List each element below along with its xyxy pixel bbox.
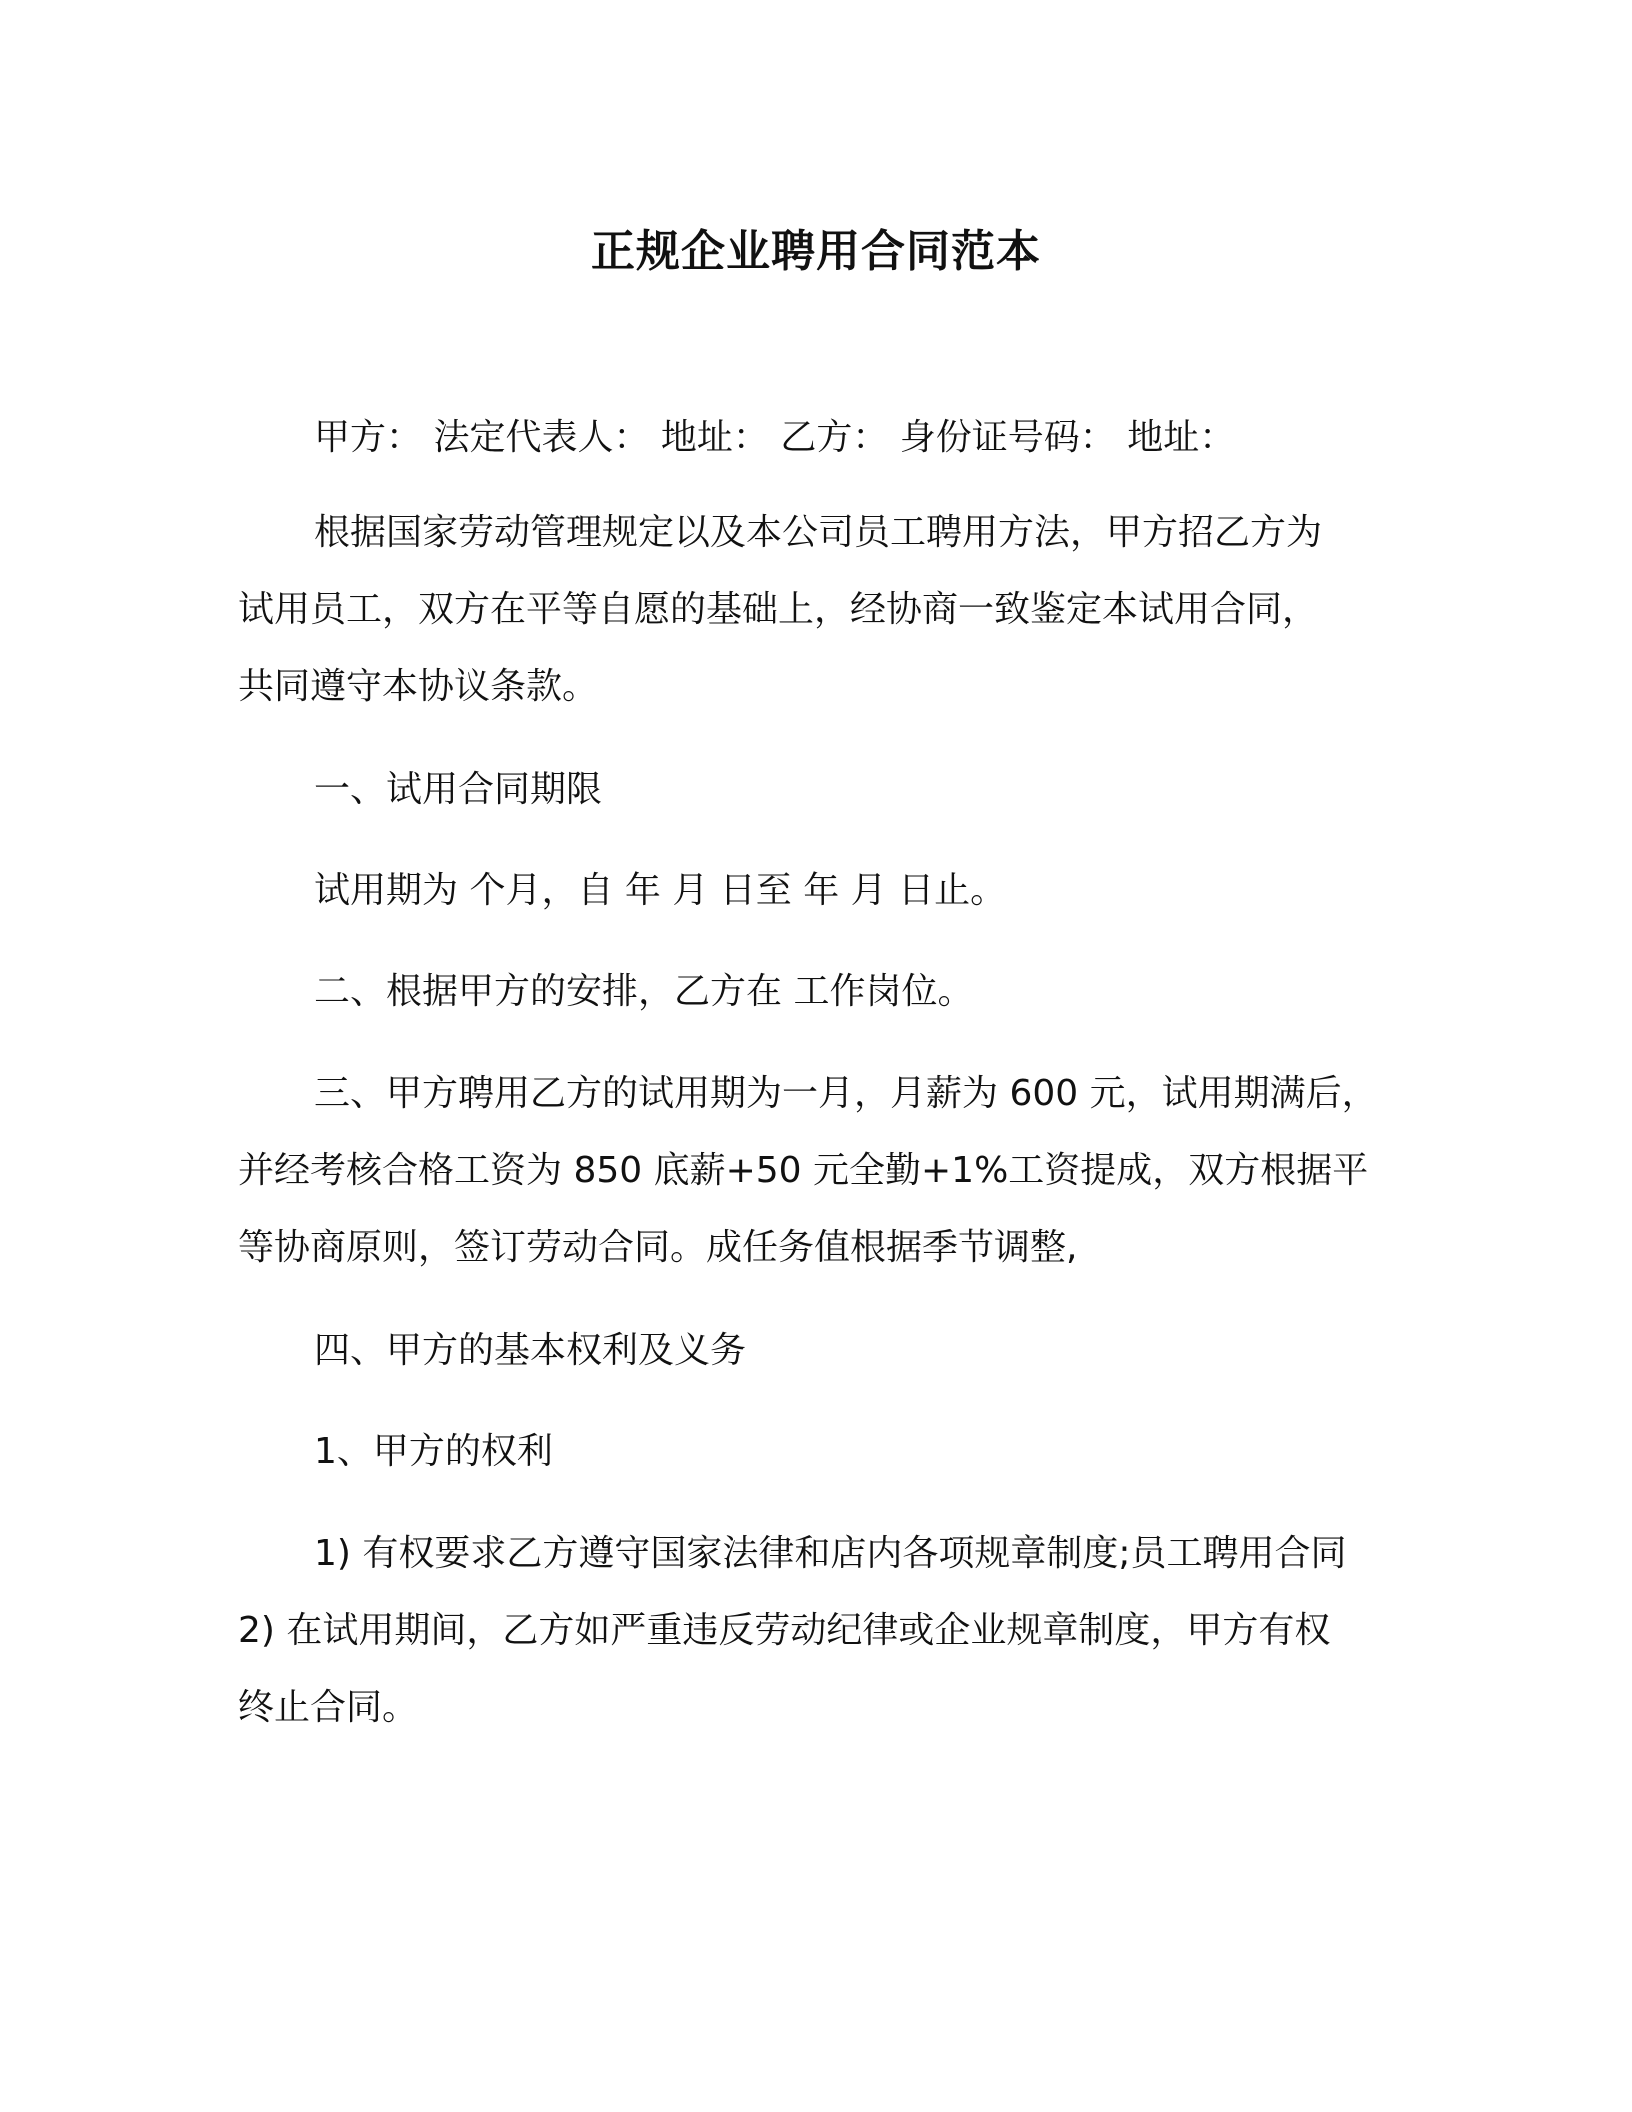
rights-line-1: 1) 有权要求乙方遵守国家法律和店内各项规章制度;员工聘用合同 xyxy=(314,1533,1347,1574)
rights-line-3: 终止合同。 xyxy=(238,1687,419,1728)
intro-paragraph xyxy=(238,494,1398,725)
intro-line-2: 试用员工，双方在平等自愿的基础上，经协商一致鉴定本试用合同， xyxy=(238,589,1319,630)
intro-line-3: 共同遵守本协议条款。 xyxy=(238,666,599,707)
rights-paragraph xyxy=(238,1515,1398,1746)
section3-line-1: 三、甲方聘用乙方的试用期为一月，月薪为 600 元，试用期满后， xyxy=(314,1073,1378,1114)
section3-paragraph xyxy=(238,1055,1398,1286)
section1-heading: 一、试用合同期限 xyxy=(314,769,603,810)
section1-text: 试用期为 个月，自 年 月 日至 年 月 日止。 xyxy=(314,870,1007,911)
section3-line-2: 并经考核合格工资为 850 底薪+50 元全勤+1%工资提成，双方根据平 xyxy=(238,1150,1369,1191)
document-title: 正规企业聘用合同范本 xyxy=(591,226,1041,277)
parties-line: 甲方： 法定代表人： 地址： 乙方： 身份证号码： 地址： xyxy=(314,417,1236,458)
section4-heading: 四、甲方的基本权利及义务 xyxy=(314,1330,747,1371)
intro-line-1: 根据国家劳动管理规定以及本公司员工聘用方法，甲方招乙方为 xyxy=(314,512,1323,553)
section2-text: 二、根据甲方的安排，乙方在 工作岗位。 xyxy=(314,971,974,1012)
section3-line-3: 等协商原则，签订劳动合同。成任务值根据季节调整, xyxy=(238,1227,1078,1268)
rights-line-2: 2) 在试用期间，乙方如严重违反劳动纪律或企业规章制度，甲方有权 xyxy=(238,1610,1331,1651)
subsection1-heading: 1、甲方的权利 xyxy=(314,1431,553,1472)
